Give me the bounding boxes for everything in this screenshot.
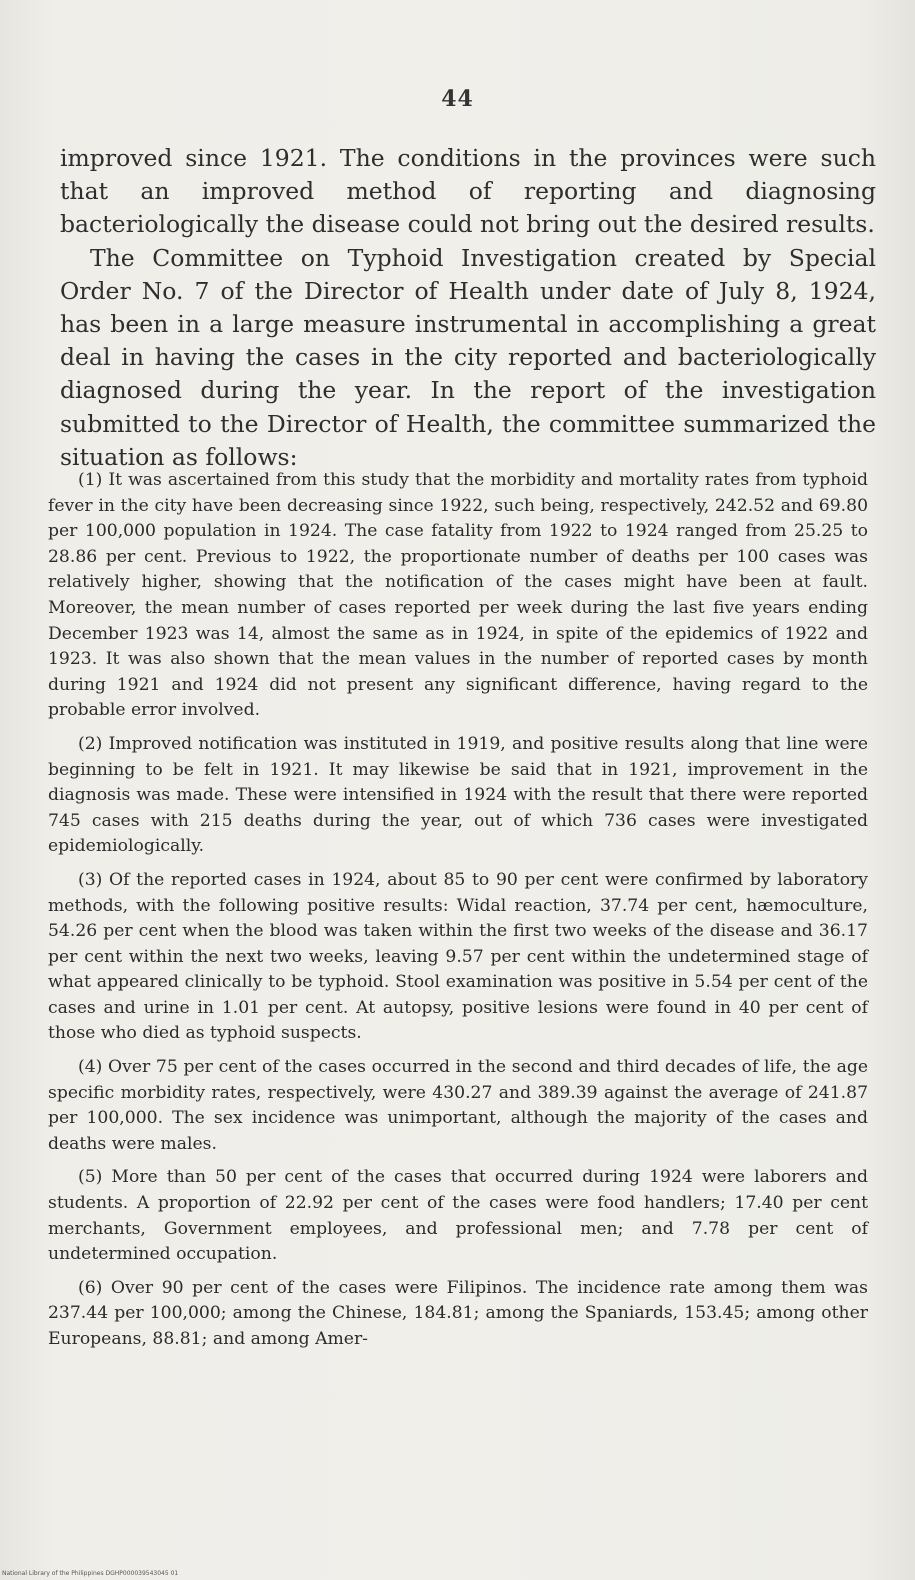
summary-item-6: (6) Over 90 per cent of the cases were Filipinos. The incidence rate among them was 237.44 per 100,000; among the Chinese, 184.81; among the Spaniards, 153.45; among other Europeans, 88.81; and among Amer- bbox=[48, 1277, 868, 1349]
body-paragraph-2: The Committee on Typhoid Investigation created by Special Order No. 7 of the Director of Health under date of July 8, 1924, has been in a large measure instrumental in accomplishing a great deal in having the cases in the city reported and bacteriologically diagnosed during the year. In the report of the investigation submitted to the Director of Health, the committee summarized the situation as follows: bbox=[60, 243, 876, 471]
scan-footer: National Library of the Philippines DGHP000039543045 01 bbox=[2, 1570, 179, 1577]
committee-summary bbox=[48, 468, 868, 1361]
summary-item-3: (3) Of the reported cases in 1924, about 85 to 90 per cent were confirmed by laboratory methods, with the following positive results: Widal reaction, 37.74 per cent, hæmoculture, 54.26 per cent when the blood was taken within the first two weeks of the disease and 36.17 per cent within the next two weeks, leaving 9.57 per cent within the undetermined stage of what appeared clinically to be typhoid. Stool examination was positive in 5.54 per cent of the cases and urine in 1.01 per cent. At autopsy, positive lesions were found in 40 per cent of those who died as typhoid suspects. bbox=[48, 869, 868, 1044]
page-number: 44 bbox=[441, 86, 474, 112]
summary-item-4: (4) Over 75 per cent of the cases occurred in the second and third decades of life, the age specific morbidity rates, respectively, were 430.27 and 389.39 against the average of 241.87 per 100,000. The sex incidence was unimportant, although the majority of the cases and deaths were males. bbox=[48, 1057, 868, 1154]
body-paragraph-1: improved since 1921. The conditions in the provinces were such that an improved method of reporting and diagnosing bacteriologically the disease could not bring out the desired results. bbox=[60, 144, 876, 239]
summary-item-2: (2) Improved notification was instituted in 1919, and positive results along that line were beginning to be felt in 1921. It may likewise be said that in 1921, improvement in the diagnosis was made. These were intensified in 1924 with the result that there were reported 745 cases with 215 deaths during the year, out of which 736 cases were investigated epidemiologically. bbox=[48, 733, 868, 857]
summary-item-1: (1) It was ascertained from this study that the morbidity and mortality rates from typhoid fever in the city have been decreasing since 1922, such being, respectively, 242.52 and 69.80 per 100,000 population in 1924. The case fatality from 1922 to 1924 ranged from 25.25 to 28.86 per cent. Previous to 1922, the proportionate number of deaths per 100 cases was relatively higher, showing that the notification of the cases might have been at fault. Moreover, the mean number of cases reported per week during the last five years ending December 1923 was 14, almost the same as in 1924, in spite of the epidemics of 1922 and 1923. It was also shown that the mean values in the number of reported cases by month during 1921 and 1924 did not present any significant difference, having regard to the probable error involved. bbox=[48, 470, 868, 721]
body-text bbox=[60, 142, 876, 474]
summary-item-5: (5) More than 50 per cent of the cases that occurred during 1924 were laborers and students. A proportion of 22.92 per cent of the cases were food handlers; 17.40 per cent merchants, Government employees, and professional men; and 7.78 per cent of undetermined occupation. bbox=[48, 1167, 868, 1265]
